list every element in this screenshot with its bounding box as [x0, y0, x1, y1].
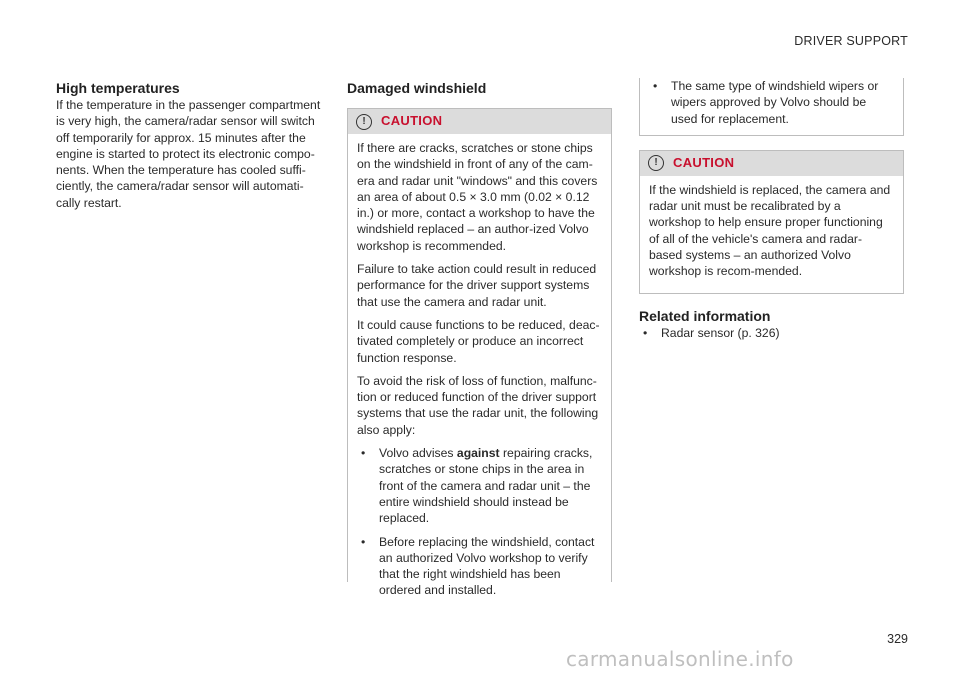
list-item — [357, 445, 602, 526]
caution-box — [639, 150, 904, 294]
bullet-icon: • — [653, 79, 658, 93]
bullet-text: Volvo advises against repairing cracks, scratches or stone chips in the area in front of the camera and radar unit – the entire windshield should instead be replaced. — [379, 446, 593, 526]
caution-header — [640, 150, 903, 176]
heading-related-information: Related information — [639, 307, 771, 324]
section-header: DRIVER SUPPORT — [794, 34, 908, 48]
related-link[interactable]: Radar sensor (p. 326) — [661, 325, 780, 340]
caution-paragraph-4: To avoid the risk of loss of function, malfunc-tion or reduced function of the driver support systems that use the radar unit, the following also apply: — [357, 373, 599, 437]
column-damaged-windshield — [347, 80, 612, 598]
caution-label: CAUTION — [381, 113, 443, 129]
bullet-icon: • — [361, 446, 366, 461]
caution-text: If the windshield is replaced, the camera and radar unit must be recalibrated by a workshop to help ensure proper functioning of all of the vehicle's camera and radar-based systems – an authorized Volvo workshop is recom-mended. — [649, 182, 891, 279]
caution-paragraph-2: Failure to take action could result in reduced performance for the driver support systems that use the camera and radar unit. — [357, 262, 597, 309]
page-number: 329 — [887, 632, 908, 646]
bullet-text: Before replacing the windshield, contact an authorized Volvo workshop to verify that the right windshield has been ordered and installed. — [379, 534, 595, 598]
bullet-icon: • — [643, 325, 648, 340]
caution-box — [347, 108, 612, 598]
exclamation-icon: ! — [356, 114, 372, 130]
bullet-icon: • — [361, 534, 366, 549]
caution-body — [348, 134, 611, 598]
high-temperatures-text: If the temperature in the passenger compartment is very high, the camera/radar sensor will switch off temporarily for approx. 15 minutes after the engine is started to protect its electronic compo-nents. When the temperature has cooled suffi-ciently, the camera/radar sensor will automati-cally restart. — [56, 98, 321, 210]
list-item — [357, 534, 602, 599]
list-item — [639, 325, 904, 341]
caution-paragraph-1: If there are cracks, scratches or stone chips on the windshield in front of any of the cam-era and radar unit "windows" and this covers an area of about 0.5 × 3.0 mm (0.02 × 0.12 in.) or more, contact a workshop to have the windshield replaced – an author-ized Volvo workshop is recommended. — [357, 141, 598, 253]
column-high-temperatures — [56, 80, 321, 211]
list-item — [649, 78, 894, 127]
exclamation-icon: ! — [648, 155, 664, 171]
caution-body — [640, 176, 903, 293]
bullet-text: The same type of windshield wipers or wipers approved by Volvo should be used for replacement. — [671, 79, 879, 126]
watermark: carmanualsonline.info — [566, 647, 794, 671]
heading-high-temperatures: High temperatures — [56, 80, 180, 96]
caution-paragraph-3: It could cause functions to be reduced, deac-tivated completely or produce an incorrect function response. — [357, 317, 600, 365]
caution-box-continued — [639, 78, 904, 136]
column-continued — [639, 78, 904, 348]
caution-label: CAUTION — [673, 155, 735, 171]
heading-damaged-windshield: Damaged windshield — [347, 80, 487, 96]
caution-header — [348, 108, 611, 134]
